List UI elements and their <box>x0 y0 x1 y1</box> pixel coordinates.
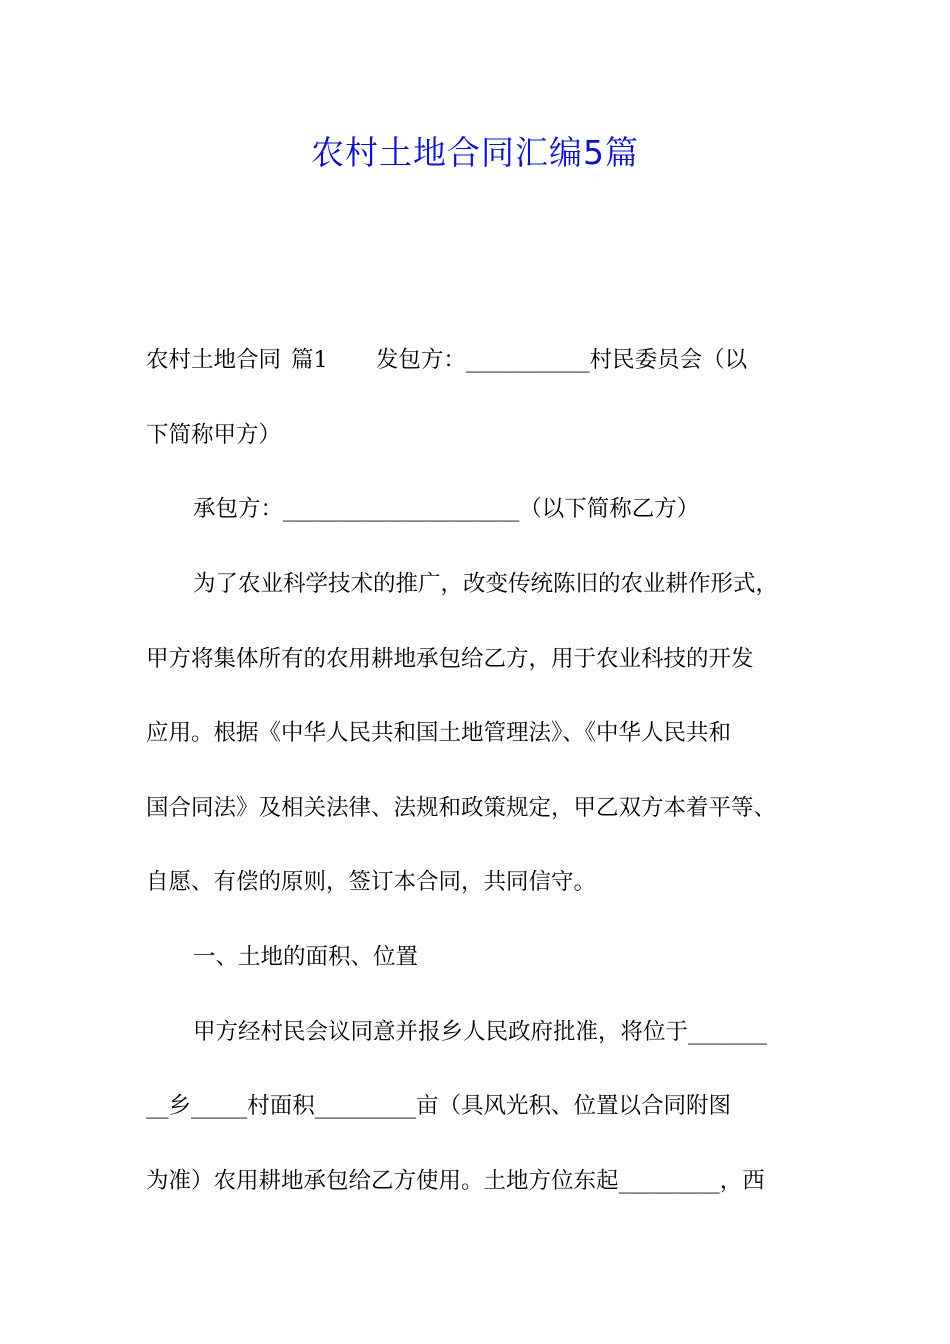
text-line: 为准）农用耕地承包给乙方使用。土地方位东起_________，西 <box>146 1168 765 1194</box>
text-line: 应用。根据《中华人民共和国土地管理法》、《中华人民共和 <box>146 720 732 746</box>
section-heading: 一、土地的面积、位置 <box>193 944 419 970</box>
party-a-clause: 发包方：___________村民委员会（以 <box>375 347 748 373</box>
text-line: __乡_____村面积_________亩（具风光积、位置以合同附图 <box>146 1093 732 1119</box>
contract-name: 农村土地合同 <box>146 347 282 373</box>
text-line: 甲方经村民会议同意并报乡人民政府批准，将位于_______ <box>193 1019 767 1045</box>
contract-number: 篇1 <box>291 347 328 373</box>
text-line: 自愿、有偿的原则，签订本合同，共同信守。 <box>146 869 597 895</box>
text-line: 为了农业科学技术的推广，改变传统陈旧的农业耕作形式， <box>193 571 779 597</box>
document-title: 农村土地合同汇编5篇 <box>311 133 639 172</box>
text-line: 甲方将集体所有的农用耕地承包给乙方，用于农业科技的开发 <box>146 646 754 672</box>
text-line: 下简称甲方） <box>146 422 282 448</box>
party-b-clause: 承包方：_____________________（以下简称乙方） <box>193 496 700 522</box>
text-line: 国合同法》及相关法律、法规和政策规定，甲乙双方本着平等、 <box>146 795 777 821</box>
contract-heading-line <box>146 344 747 376</box>
